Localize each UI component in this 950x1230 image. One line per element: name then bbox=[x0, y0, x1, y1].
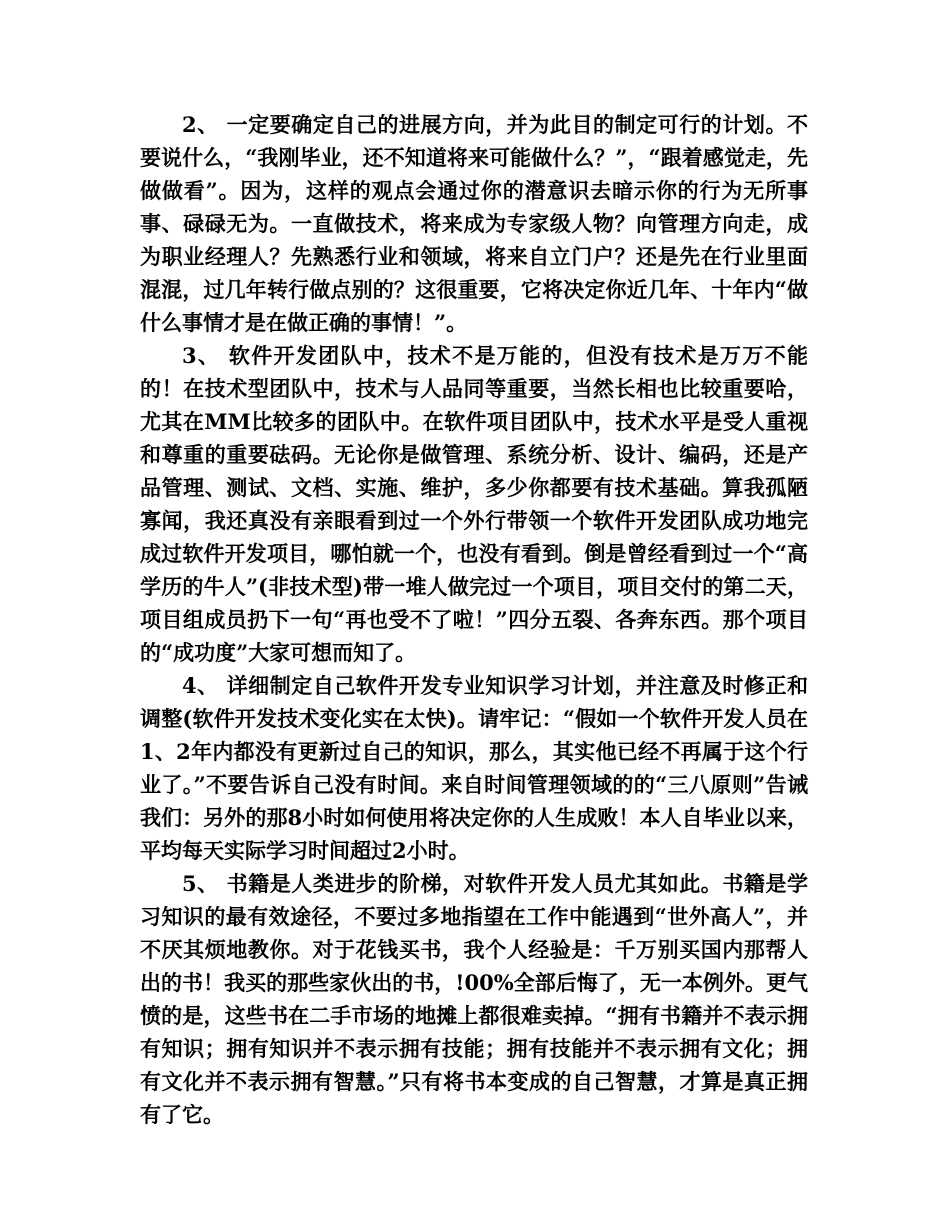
paragraph-text: 软件开发团队中，技术不是万能的，但没有技术是万万不能的！在技术型团队中，技术与人品同等重要，当然长相也比较重要哈，尤其在MM比较多的团队中。在软件项目团队中，技术水平是受人重视和尊重的重要砝码。无论你是做管理、系统分析、设计、编码，还是产品管理、测试、文档、实施、维护，多少你都要有技术基础。算我孤陋寡闻，我还真没有亲眼看到过一个外行带领一个软件开发团队成功地完成过软件开发项目，哪怕就一个，也没有看到。倒是曾经看到过一个“高学历的牛人”(非技术型)带一堆人做完过一个项目，项目交付的第二天，项目组成员扔下一句“再也受不了啦！”四分五裂、各奔东西。那个项目的“成功度”大家可想而知了。 bbox=[140, 343, 808, 665]
paragraph-number: 2、 bbox=[182, 112, 219, 137]
paragraph-3 bbox=[140, 339, 808, 669]
paragraph-number: 5、 bbox=[182, 871, 219, 896]
paragraph-text: 详细制定自己软件开发专业知识学习计划，并注意及时修正和调整(软件开发技术变化实在太快)。请牢记：“假如一个软件开发人员在1、2年内都没有更新过自己的知识，那么，其实他已经不再属于这个行业了。”不要告诉自己没有时间。来自时间管理领域的的“三八原则”告诫我们：另外的那8小时如何使用将决定你的人生成败！本人自毕业以来，平均每天实际学习时间超过2小时。 bbox=[140, 673, 808, 863]
paragraph-number: 4、 bbox=[182, 673, 219, 698]
paragraph-number: 3、 bbox=[182, 343, 221, 368]
paragraph-4 bbox=[140, 669, 808, 867]
paragraph-5 bbox=[140, 867, 808, 1131]
paragraph-text: 一定要确定自己的进展方向，并为此目的制定可行的计划。不要说什么，“我刚毕业，还不知道将来可能做什么？”，“跟着感觉走，先做做看”。因为，这样的观点会通过你的潜意识去暗示你的行为无所事事、碌碌无为。一直做技术，将来成为专家级人物？向管理方向走，成为职业经理人？先熟悉行业和领域，将来自立门户？还是先在行业里面混混，过几年转行做点别的？这很重要，它将决定你近几年、十年内“做什么事情才是在做正确的事情！”。 bbox=[140, 112, 808, 335]
paragraph-2 bbox=[140, 108, 808, 339]
document-body bbox=[140, 108, 808, 1131]
paragraph-text: 书籍是人类进步的阶梯，对软件开发人员尤其如此。书籍是学习知识的最有效途径，不要过多地指望在工作中能遇到“世外高人”，并不厌其烦地教你。对于花钱买书，我个人经验是：千万别买国内那帮人出的书！我买的那些家伙出的书，!00%全部后悔了，无一本例外。更气愤的是，这些书在二手市场的地摊上都很难卖掉。“拥有书籍并不表示拥有知识；拥有知识并不表示拥有技能；拥有技能并不表示拥有文化；拥有文化并不表示拥有智慧。”只有将书本变成的自己智慧，才算是真正拥有了它。 bbox=[140, 871, 808, 1127]
